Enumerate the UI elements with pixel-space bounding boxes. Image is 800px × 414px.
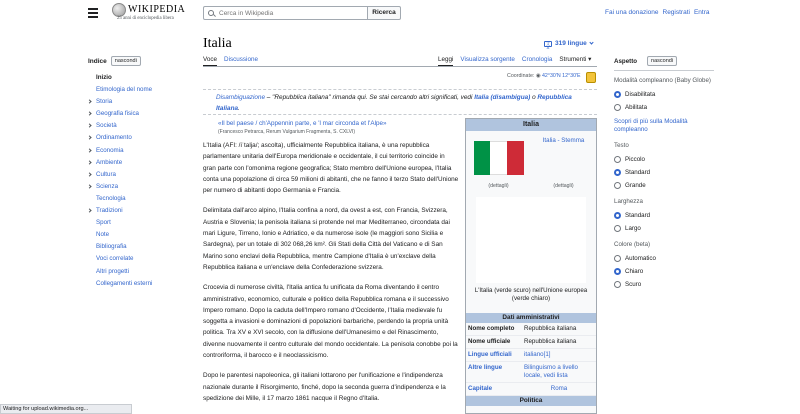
toc-item[interactable] bbox=[88, 181, 193, 193]
paragraph-history: Crocevia di numerose civiltà, l'Italia antica fu unificata da Roma diventando il centro amministrativo, economico, culturale e politico della Repubblica romana e il successivo Impero romano. Dopo la caduta dell'Impero romano d'Occidente, l'Italia medievale fu soggetta a invasioni e dominazioni di popolazioni barbariche, perdendo la propria unità politica. Tra XV e XVI secolo, con la diffusione dell'Umanesimo e del Rinascimento, divenne nuovamente il centro culturale del mondo occidentale. La penisola conobbe poi la controriforma, il barocco e il neoclassicismo. bbox=[203, 284, 458, 360]
flag-stripe-red bbox=[507, 141, 524, 175]
radio-button[interactable] bbox=[614, 182, 621, 189]
radio-button[interactable] bbox=[614, 212, 621, 219]
tools-label: Strumenti bbox=[559, 56, 587, 63]
coords-value[interactable]: 42°30′N 12°30′E bbox=[541, 73, 581, 79]
chevron-right-icon[interactable] bbox=[87, 172, 91, 176]
translate-icon: 文A bbox=[546, 40, 550, 50]
search-input[interactable] bbox=[219, 10, 359, 17]
language-count: 319 lingue bbox=[555, 40, 587, 47]
quote-source: (Francesco Petrarca, Rerum Vulgarium Fragmenta, S. CXLVI) bbox=[218, 129, 355, 135]
infobox-section-politics: Politica bbox=[466, 396, 596, 406]
radio-label: Disabilitata bbox=[625, 91, 656, 98]
chevron-right-icon[interactable] bbox=[87, 184, 91, 188]
browser-status-bar: Waiting for upload.wikimedia.org... bbox=[0, 404, 132, 414]
chevron-right-icon[interactable] bbox=[87, 112, 91, 116]
chevron-right-icon[interactable] bbox=[87, 124, 91, 128]
toc-item[interactable] bbox=[88, 253, 193, 265]
infobox-row bbox=[466, 336, 596, 349]
search-button[interactable]: Ricerca bbox=[367, 6, 401, 20]
register-link[interactable]: Registrati bbox=[662, 9, 690, 16]
flag-stripe-green bbox=[474, 141, 491, 175]
toc-item[interactable] bbox=[88, 229, 193, 241]
infobox-row bbox=[466, 323, 596, 336]
coordinates: Coordinate: ◉ 42°30′N 12°30′E bbox=[507, 73, 581, 79]
user-links bbox=[605, 9, 710, 16]
tab-visualizza-sorgente[interactable]: Visualizza sorgente bbox=[460, 56, 515, 63]
radio-label: Standard bbox=[625, 169, 651, 176]
radio-label: Automatico bbox=[625, 255, 656, 262]
login-link[interactable]: Entra bbox=[693, 9, 710, 16]
toc-item[interactable] bbox=[88, 120, 193, 132]
tools-menu[interactable]: Strumenti ▾ bbox=[559, 56, 592, 63]
radio-button[interactable] bbox=[614, 104, 621, 111]
toc-list bbox=[88, 72, 193, 290]
hatnote-mid: o bbox=[530, 94, 538, 101]
width-label: Larghezza bbox=[614, 198, 643, 205]
hatnote-text: – "Repubblica italiana" rimanda qui. Se stai cercando altri significati, vedi bbox=[265, 94, 475, 101]
radio-label: Scuro bbox=[625, 281, 642, 288]
toc-item[interactable] bbox=[88, 157, 193, 169]
infobox-row-key[interactable]: Altre lingue bbox=[468, 364, 503, 371]
infobox-rows bbox=[466, 323, 596, 396]
toc-item[interactable] bbox=[88, 108, 193, 120]
flag-details-link[interactable]: (dettagli) bbox=[488, 183, 509, 189]
hatnote-border bbox=[203, 89, 597, 90]
toc-hide-button[interactable]: nascondi bbox=[111, 56, 141, 66]
radio-button[interactable] bbox=[614, 91, 621, 98]
paragraph-intro: L'Italia (AFI: /iˈtalja/; ascolta), ufficialmente Repubblica italiana, è una repubblica parlamentare unitaria dell'Europa meridionale e occidentale, il cui territorio coincide in gran parte con l'omonima regione geografica; Stato membro dell'Unione europea, l'Italia conta una popolazione di circa 59 milioni di abitanti, che ne fanno il terzo Stato dell'Unione per numero di abitanti dopo Germania e Francia. bbox=[203, 142, 459, 195]
infobox-title: Italia bbox=[466, 119, 596, 131]
toc-item-label: Scienza bbox=[96, 182, 119, 190]
radio-option[interactable] bbox=[614, 209, 714, 222]
radio-option[interactable] bbox=[614, 179, 714, 192]
toc-item[interactable] bbox=[88, 278, 193, 290]
radio-label: Abilitata bbox=[625, 104, 648, 111]
tab-divider bbox=[203, 66, 597, 67]
radio-button[interactable] bbox=[614, 156, 621, 163]
page-title: Italia bbox=[203, 36, 232, 51]
hatnote-end: . bbox=[238, 105, 240, 112]
toc-item-label: Cultura bbox=[96, 170, 116, 178]
toc-item[interactable] bbox=[88, 266, 193, 278]
radio-label: Piccolo bbox=[625, 156, 645, 163]
toc-item-label: Geografia fisica bbox=[96, 110, 139, 118]
radio-button[interactable] bbox=[614, 268, 621, 275]
donate-link[interactable]: Fai una donazione bbox=[605, 9, 659, 16]
infobox-row bbox=[466, 383, 596, 396]
main-menu-icon[interactable] bbox=[88, 8, 98, 17]
radio-option[interactable] bbox=[614, 166, 714, 179]
radio-label: Largo bbox=[625, 225, 641, 232]
infobox-row-key[interactable]: Lingue ufficiali bbox=[468, 351, 512, 358]
tab-cronologia[interactable]: Cronologia bbox=[521, 56, 553, 63]
protection-lock-icon[interactable] bbox=[586, 72, 596, 83]
infobox bbox=[465, 118, 597, 414]
toc-item-label: Etimologia del nome bbox=[96, 86, 153, 94]
toc-item-label: Voci correlate bbox=[96, 255, 134, 263]
appearance-hide-button[interactable]: nascondi bbox=[647, 56, 677, 66]
toc-item-label: Sport bbox=[96, 219, 111, 227]
chevron-right-icon[interactable] bbox=[87, 148, 91, 152]
radio-option[interactable] bbox=[614, 265, 714, 278]
infobox-row-value: Repubblica italiana bbox=[524, 338, 577, 345]
appearance-title: Aspetto bbox=[614, 57, 638, 65]
infobox-row-value: Repubblica italiana bbox=[524, 325, 577, 332]
radio-label: Grande bbox=[625, 182, 646, 189]
color-label: Colore (beta) bbox=[614, 241, 651, 248]
search-box[interactable] bbox=[203, 6, 368, 20]
wikipedia-wordmark[interactable]: WIKIPEDIA bbox=[128, 4, 186, 15]
language-button[interactable] bbox=[544, 40, 593, 50]
chevron-right-icon[interactable] bbox=[87, 208, 91, 212]
paragraph-geography: Delimitata dall'arco alpino, l'Italia confina a nord, da ovest a est, con Francia, Svizzera, Austria e Slovenia; la penisola italiana si protende nel mar Mediterraneo, circondata dai mari Ligure, Tirreno, Ionio e Adriatico, e da numerose isole (le maggiori sono Sicilia e Sardegna), per un totale di 302 068,26 km². Gli Stati della Città del Vaticano e di San Marino sono enclavi della Repubblica, mentre Campione d'Italia è un'exclave della Repubblica italiana e un'enclave della Confederazione svizzera. bbox=[203, 207, 450, 271]
radio-option[interactable] bbox=[614, 278, 714, 291]
article-body bbox=[203, 140, 459, 413]
toc-item[interactable] bbox=[88, 132, 193, 144]
toc-item[interactable] bbox=[88, 72, 193, 84]
toc-item-label: Ambiente bbox=[96, 158, 123, 166]
disambiguation-link[interactable]: Disambiguazione bbox=[216, 94, 266, 101]
radio-button[interactable] bbox=[614, 169, 621, 176]
toc-item-label: Ordinamento bbox=[96, 134, 132, 142]
toc-item[interactable] bbox=[88, 145, 193, 157]
toc-item-label: Note bbox=[96, 231, 110, 239]
disambiguation-hatnote bbox=[216, 92, 596, 114]
text-size-options bbox=[614, 153, 714, 192]
toc-item-label: Inizio bbox=[96, 74, 112, 81]
chevron-right-icon[interactable] bbox=[87, 136, 91, 140]
radio-option[interactable] bbox=[614, 153, 714, 166]
view-tabs bbox=[438, 56, 591, 66]
coords-label: Coordinate: bbox=[507, 73, 535, 79]
toc-item-label: Altri progetti bbox=[96, 267, 130, 275]
wikipedia-tagline: 25 anni di enciclopedia libera bbox=[117, 16, 174, 21]
radio-button[interactable] bbox=[614, 281, 621, 288]
namespace-tabs bbox=[203, 56, 258, 66]
birthday-mode-label: Modalità compleanno (Baby Globe) bbox=[614, 77, 711, 84]
tab-voce[interactable]: Voce bbox=[203, 56, 217, 66]
toc-item-label: Storia bbox=[96, 98, 113, 106]
radio-button[interactable] bbox=[614, 255, 621, 262]
toc-item[interactable] bbox=[88, 96, 193, 108]
site-header bbox=[0, 0, 800, 26]
infobox-row-value[interactable]: italiano[1] bbox=[524, 351, 551, 358]
text-size-label: Testo bbox=[614, 142, 629, 149]
infobox-row-value[interactable]: Roma bbox=[550, 385, 568, 392]
chevron-right-icon[interactable] bbox=[87, 100, 91, 104]
location-map-image[interactable] bbox=[476, 197, 586, 283]
infobox-row-key: Nome completo bbox=[468, 325, 515, 332]
chevron-right-icon[interactable] bbox=[87, 160, 91, 164]
toc-item[interactable] bbox=[88, 205, 193, 217]
hatnote-border-bottom bbox=[203, 114, 597, 115]
map-caption: L'Italia (verde scuro) nell'Unione europea (verde chiaro) bbox=[474, 287, 588, 303]
repubblica-italiana-link[interactable]: Repubblica Italiana bbox=[216, 94, 572, 112]
tab-leggi[interactable]: Leggi bbox=[438, 56, 453, 66]
search-icon bbox=[208, 10, 214, 16]
toc-item[interactable] bbox=[88, 84, 193, 96]
radio-option[interactable] bbox=[614, 88, 714, 101]
toc-item[interactable] bbox=[88, 217, 193, 229]
radio-label: Chiaro bbox=[625, 268, 644, 275]
toc-title: Indice bbox=[88, 57, 107, 65]
color-options bbox=[614, 252, 714, 291]
toc-item[interactable] bbox=[88, 169, 193, 181]
infobox-row bbox=[466, 362, 596, 383]
infobox-section-admin: Dati amministrativi bbox=[466, 313, 596, 323]
radio-option[interactable] bbox=[614, 222, 714, 235]
italia-disambigua-link[interactable]: Italia (disambigua) bbox=[474, 94, 531, 101]
infobox-row-key[interactable]: Capitale bbox=[468, 385, 493, 392]
toc-item-label: Tecnologia bbox=[96, 194, 126, 202]
quote-text[interactable]: «Il bel paese / ch'Appennin parte, e 'l mar circonda et l'Alpe» bbox=[218, 120, 387, 127]
chevron-down-icon bbox=[589, 40, 593, 44]
infobox-row-value[interactable]: Bilinguismo a livello locale, vedi lista bbox=[524, 364, 578, 379]
toc-item-label: Collegamenti esterni bbox=[96, 279, 153, 287]
emblem-link[interactable]: Italia - Stemma bbox=[542, 137, 585, 144]
radio-button[interactable] bbox=[614, 225, 621, 232]
infobox-row bbox=[466, 349, 596, 362]
paragraph-risorgimento: Dopo le parentesi napoleonica, gli italiani lottarono per l'unificazione e l'indipendenza nazionale durante il Risorgimento, finché, dopo la seconda guerra d'indipendenza e la spedizione dei Mille, il 17 marzo 1861 nacque il Regno d'Italia. bbox=[203, 372, 446, 402]
birthday-mode-options bbox=[614, 88, 714, 114]
flag-stripe-white bbox=[490, 141, 507, 175]
toc-item-label: Società bbox=[96, 122, 117, 130]
radio-option[interactable] bbox=[614, 101, 714, 114]
width-options bbox=[614, 209, 714, 235]
birthday-mode-more-link[interactable]: Scopri di più sulla Modalità compleanno bbox=[614, 118, 688, 133]
infobox-row-key: Nome ufficiale bbox=[468, 338, 511, 345]
petrarca-quote bbox=[218, 119, 458, 137]
toc-item[interactable] bbox=[88, 193, 193, 205]
radio-option[interactable] bbox=[614, 252, 714, 265]
toc-item-label: Tradizioni bbox=[96, 207, 123, 215]
toc-item[interactable] bbox=[88, 241, 193, 253]
italy-flag-image[interactable] bbox=[474, 141, 524, 175]
toc-item-label: Economia bbox=[96, 146, 124, 154]
tab-discussione[interactable]: Discussione bbox=[224, 56, 258, 63]
table-of-contents bbox=[88, 56, 193, 290]
radio-label: Standard bbox=[625, 212, 651, 219]
toc-item-label: Bibliografia bbox=[96, 243, 127, 251]
wikipedia-globe-logo-icon[interactable] bbox=[112, 3, 126, 17]
appearance-panel bbox=[614, 56, 714, 291]
emblem-details-link[interactable]: (dettagli) bbox=[553, 183, 574, 189]
